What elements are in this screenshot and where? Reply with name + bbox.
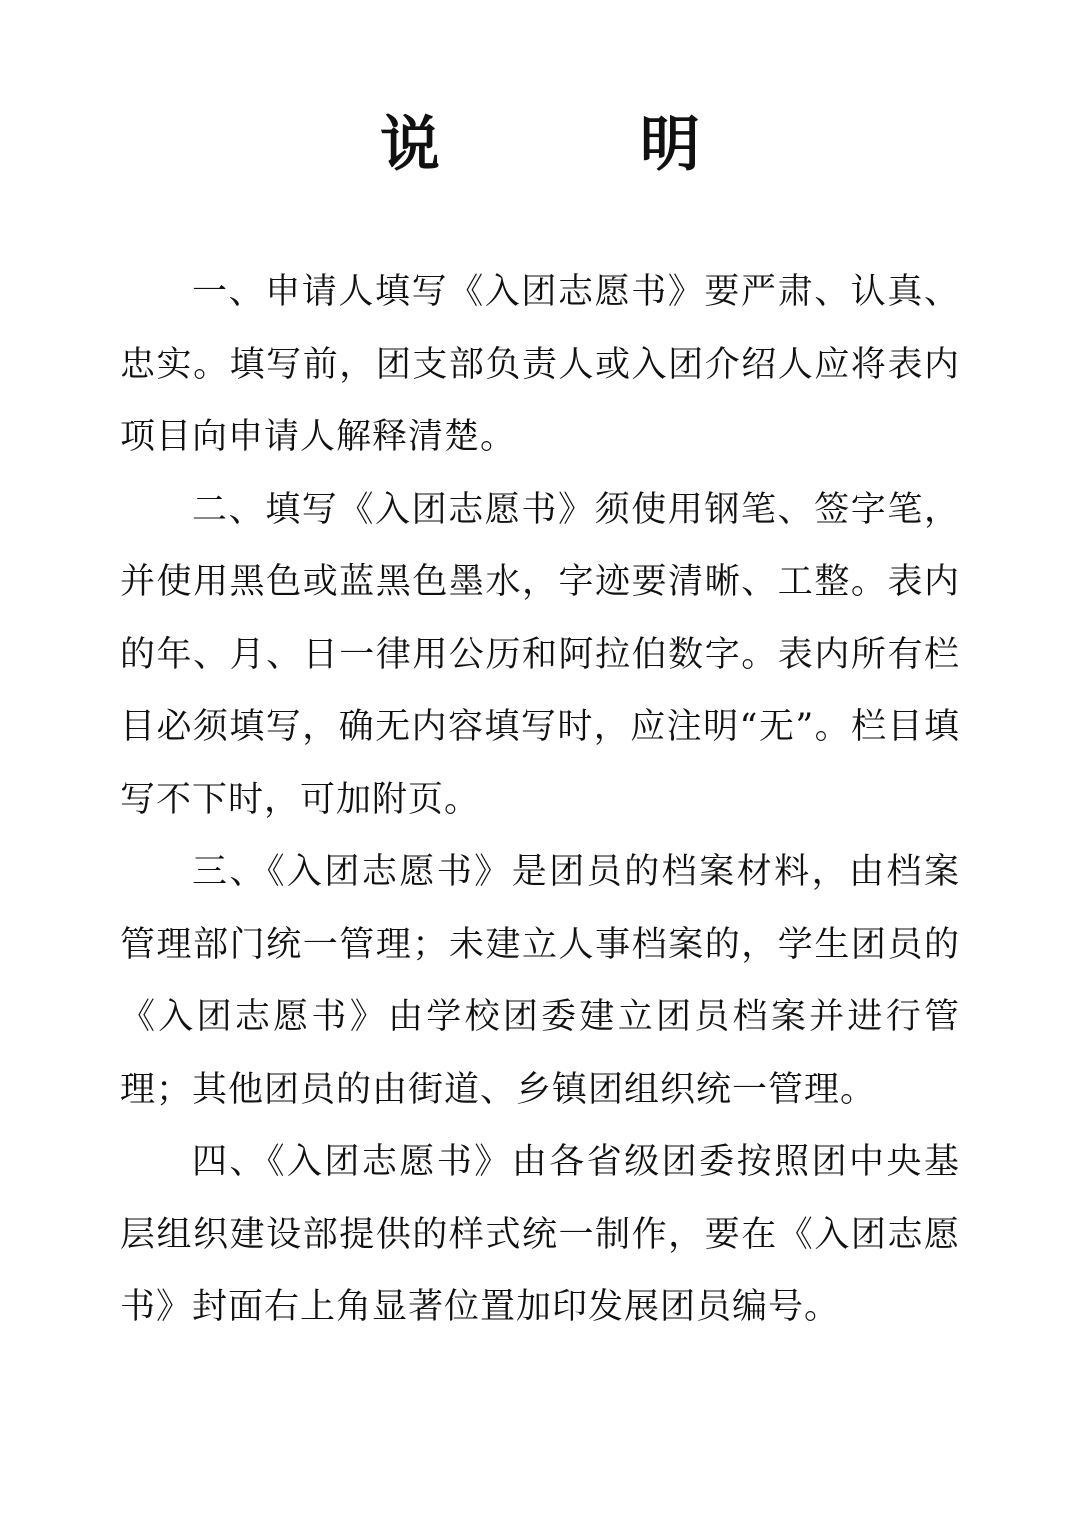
instructions-body (120, 256, 960, 1344)
instruction-paragraph-2: 二、填写《入团志愿书》须使用钢笔、签字笔，并使用黑色或蓝黑色墨水，字迹要清晰、工整。表内的年、月、日一律用公历和阿拉伯数字。表内所有栏目必须填写，确无内容填写时，应注明“无”。栏目填写不下时，可加附页。 (120, 489, 960, 820)
page-title: 说 明 (380, 110, 770, 180)
instruction-paragraph-1: 一、申请人填写《入团志愿书》要严肃、认真、忠实。填写前，团支部负责人或入团介绍人应将表内项目向申请人解释清楚。 (120, 272, 960, 457)
instruction-paragraph-3: 三、《入团志愿书》是团员的档案材料，由档案管理部门统一管理；未建立人事档案的，学生团员的《入团志愿书》由学校团委建立团员档案并进行管理；其他团员的由街道、乡镇团组织统一管理。 (120, 852, 960, 1110)
instruction-paragraph-4: 四、《入团志愿书》由各省级团委按照团中央基层组织建设部提供的样式统一制作，要在《入团志愿书》封面右上角显著位置加印发展团员编号。 (120, 1142, 960, 1327)
